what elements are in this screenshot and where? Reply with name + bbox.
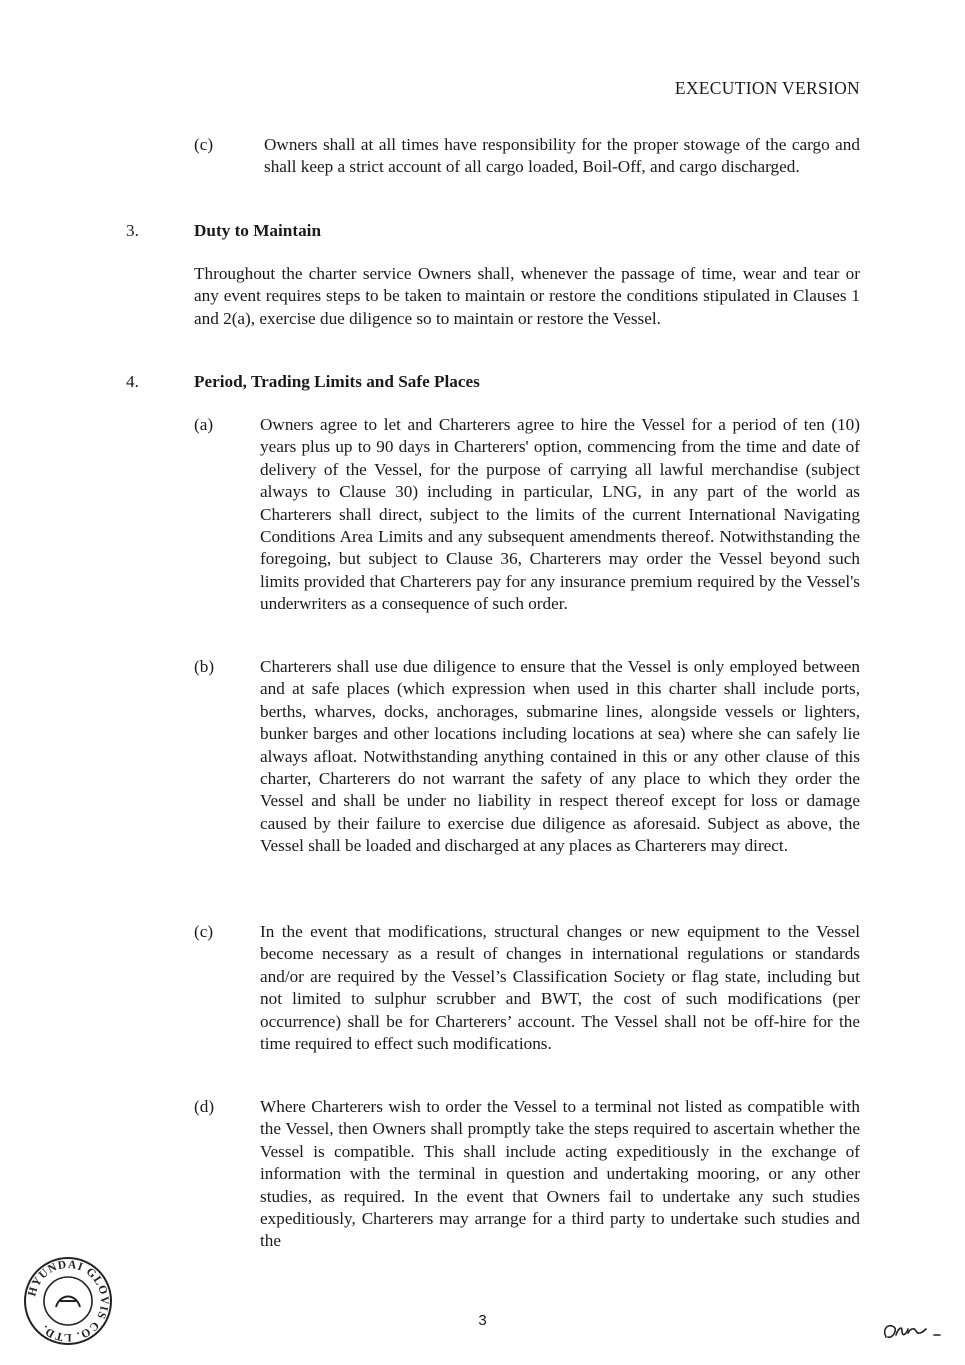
company-seal-stamp <box>22 1255 114 1347</box>
clause-3-number: 3. <box>126 221 139 240</box>
clause-4c-label: (c) <box>194 922 214 941</box>
handwritten-initials-signature <box>878 1315 948 1345</box>
clause-3-title: Duty to Maintain <box>194 221 322 240</box>
clause-2c-text: Owners shall at all times have responsibility for the proper stowage of the cargo and shall keep a strict account of all cargo loaded, Boil-Off, and cargo discharged. <box>264 135 860 177</box>
clause-4a-text: Owners agree to let and Charterers agree to hire the Vessel for a period of ten (10) years plus up to 90 days in Charterers' option, commencing from the time and date of delivery of the Vessel, for the purpose of carrying all lawful merchandise (subject always to Clause 30) including in particular, LNG, in any part of the world as Charterers shall direct, subject to the limits of the current International Navigating Conditions Area Limits and any subsequent amendments thereof. Notwithstanding the foregoing, but subject to Clause 36, Charterers may order the Vessel beyond such limits provided that Charterers pay for any insurance premium required by the Vessel's underwriters as a consequence of such order. <box>260 415 860 614</box>
svg-text:HYUNDAI GLOVIS CO. LTD.: HYUNDAI GLOVIS CO. LTD. <box>26 1258 111 1344</box>
clause-4b-text: Charterers shall use due diligence to ensure that the Vessel is only employed between and at safe places (which expression when used in this charter shall include ports, berths, wharves, docks, anchorages, submarine lines, alongside vessels or lighters, bunker barges and other locations including locations at sea) where she can safely lie always afloat. Notwithstanding anything contained in this or any other clause of this charter, Charterers do not warrant the safety of any place to which they order the Vessel and shall be under no liability in respect thereof except for loss or damage caused by their failure to exercise due diligence as aforesaid. Subject as above, the Vessel shall be loaded and discharged at any places as Charterers may direct. <box>260 657 860 856</box>
clause-4-number: 4. <box>126 372 139 391</box>
clause-4c-text: In the event that modifications, structural changes or new equipment to the Vessel become necessary as a result of changes in international regulations or standards and/or are required by the Vessel’s Classification Society or flag state, including but not limited to sulphur scrubber and BWT, the cost of such modifications (per occurrence) shall be for Charterers’ account. The Vessel shall not be off-hire for the time required to effect such modifications. <box>260 922 860 1054</box>
clause-4a-label: (a) <box>194 415 214 434</box>
clause-4b-label: (b) <box>194 657 215 676</box>
execution-version-header: EXECUTION VERSION <box>674 78 860 98</box>
clause-4d-label: (d) <box>194 1097 215 1116</box>
page-number: 3 <box>478 1312 487 1329</box>
clause-4-title: Period, Trading Limits and Safe Places <box>194 372 480 391</box>
clause-2c-label: (c) <box>194 135 214 154</box>
clause-3-text: Throughout the charter service Owners shall, whenever the passage of time, wear and tear or any event requires steps to be taken to maintain or restore the conditions stipulated in Clauses 1 and 2(a), exercise due diligence so to maintain or restore the Vessel. <box>194 264 860 328</box>
clause-4d-text: Where Charterers wish to order the Vessel to a terminal not listed as compatible with the Vessel, then Owners shall promptly take the steps required to ascertain whether the Vessel is compatible. This shall include acting expeditiously in the exchange of information with the terminal in question and undertaking mooring, or any other studies, as required. In the event that Owners fail to undertake any such studies expeditiously, Charterers may arrange for a third party to undertake such studies and the <box>260 1097 860 1251</box>
